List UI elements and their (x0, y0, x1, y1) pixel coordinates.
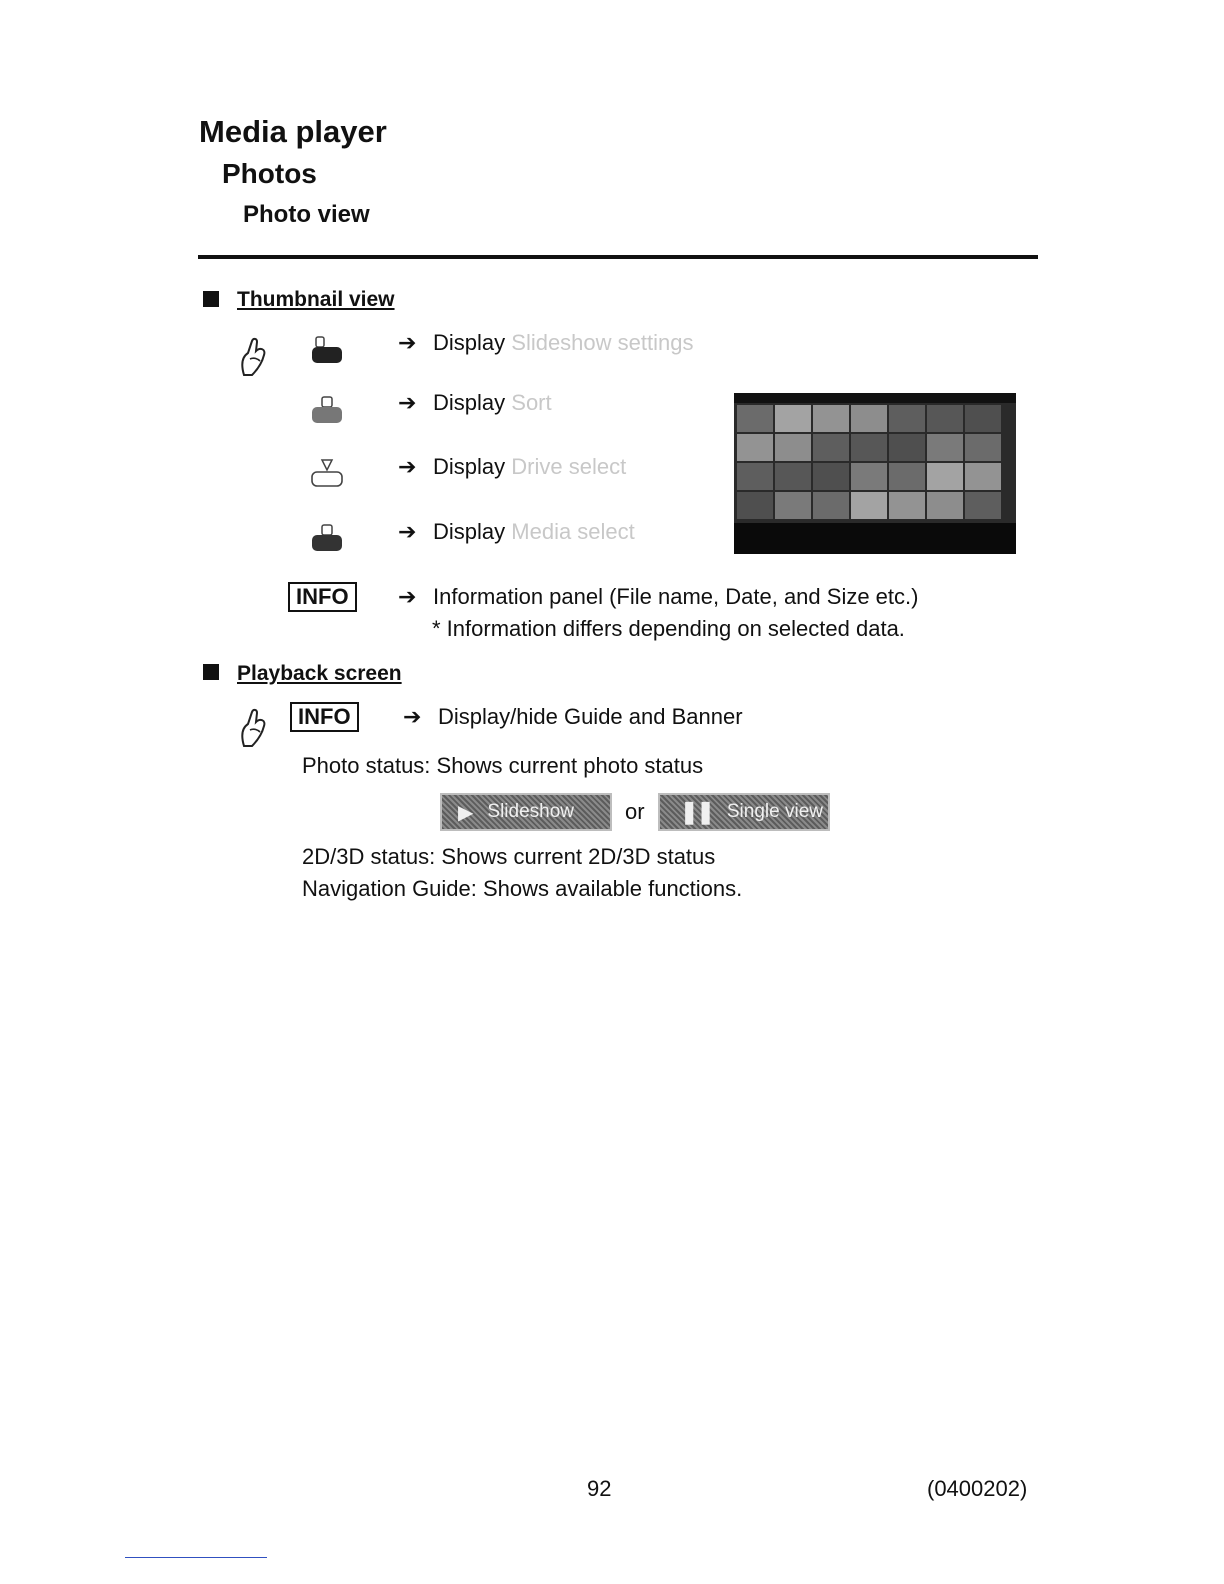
page-title: Media player (199, 114, 387, 149)
thumbnail-tile (851, 434, 887, 461)
row-media-select (433, 519, 635, 545)
thumbnail-tile (889, 405, 925, 432)
info-panel-desc: Information panel (File name, Date, and Size etc.) (433, 584, 919, 609)
thumbnail-tile (813, 405, 849, 432)
thumbnail-tile (775, 405, 811, 432)
thumbnail-tile (889, 434, 925, 461)
red-button-icon (310, 335, 344, 367)
thumbnail-tile (851, 405, 887, 432)
row-slideshow-settings (433, 330, 693, 356)
thumbnail-tile (775, 492, 811, 519)
thumbnail-tile (965, 405, 1001, 432)
yellow-button-icon (310, 458, 344, 490)
row-sort (433, 390, 552, 416)
row-drive-select (433, 454, 626, 480)
thumbnail-tile (813, 434, 849, 461)
single-view-status (658, 793, 830, 831)
header-divider (198, 255, 1038, 259)
page-subtitle: Photos (222, 158, 317, 189)
arrow-icon: ➔ (398, 584, 417, 609)
page-number: 92 (587, 1476, 612, 1501)
slideshow-status (440, 793, 612, 831)
thumbnail-tile (737, 434, 773, 461)
doc-code: (0400202) (927, 1476, 1028, 1501)
info-key: INFO (290, 702, 359, 732)
playback-screen-heading: Playback screen (237, 662, 402, 685)
thumbnail-tile (813, 463, 849, 490)
arrow-icon: ➔ (403, 704, 422, 729)
thumbnail-tile (775, 463, 811, 490)
display-label: Display (433, 330, 506, 355)
status-2d3d-text: 2D/3D status: Shows current 2D/3D status (302, 844, 716, 869)
arrow-icon: ➔ (398, 390, 417, 415)
thumbnail-tile (889, 463, 925, 490)
thumbnail-tile (927, 434, 963, 461)
drive-select-link: Drive select (511, 454, 627, 479)
info-key: INFO (288, 582, 357, 612)
blue-button-icon (310, 523, 344, 555)
display-label: Display (433, 390, 506, 415)
guide-banner-desc: Display/hide Guide and Banner (438, 704, 743, 729)
thumbnail-tile (737, 463, 773, 490)
or-label: or (625, 799, 645, 824)
display-label: Display (433, 454, 506, 479)
thumbnail-view-screenshot (734, 393, 1016, 554)
section-title: Photo view (243, 201, 370, 228)
thumbnail-tile (851, 492, 887, 519)
remote-hand-icon (238, 335, 272, 379)
thumbnail-tile (737, 405, 773, 432)
thumbnail-tile (775, 434, 811, 461)
thumbnail-tile (927, 463, 963, 490)
arrow-icon: ➔ (398, 330, 417, 355)
thumbnail-tile (927, 405, 963, 432)
photo-status-text: Photo status: Shows current photo status (302, 753, 704, 778)
slideshow-settings-link: Slideshow settings (511, 330, 694, 355)
sort-link: Sort (511, 390, 552, 415)
bullet-icon (203, 291, 219, 307)
thumbnail-tile (965, 434, 1001, 461)
thumbnail-tile (851, 463, 887, 490)
thumbnail-view-heading: Thumbnail view (237, 288, 395, 311)
arrow-icon: ➔ (398, 519, 417, 544)
footer-line (125, 1557, 267, 1558)
thumbnail-tile (965, 492, 1001, 519)
info-note: * Information differs depending on selected data. (432, 616, 905, 641)
display-label: Display (433, 519, 506, 544)
slideshow-label: Slideshow (487, 801, 574, 822)
navigation-guide-text: Navigation Guide: Shows available functions. (302, 876, 743, 901)
media-select-link: Media select (511, 519, 635, 544)
green-button-icon (310, 395, 344, 427)
play-icon: ▶ (458, 801, 474, 824)
bullet-icon (203, 664, 219, 680)
single-view-label: Single view (726, 801, 823, 822)
pause-icon: ❚❚ (680, 799, 713, 824)
thumbnail-tile (927, 492, 963, 519)
remote-hand-icon (238, 706, 272, 750)
thumbnail-tile (889, 492, 925, 519)
arrow-icon: ➔ (398, 454, 417, 479)
thumbnail-tile (813, 492, 849, 519)
thumbnail-tile (965, 463, 1001, 490)
thumbnail-tile (737, 492, 773, 519)
